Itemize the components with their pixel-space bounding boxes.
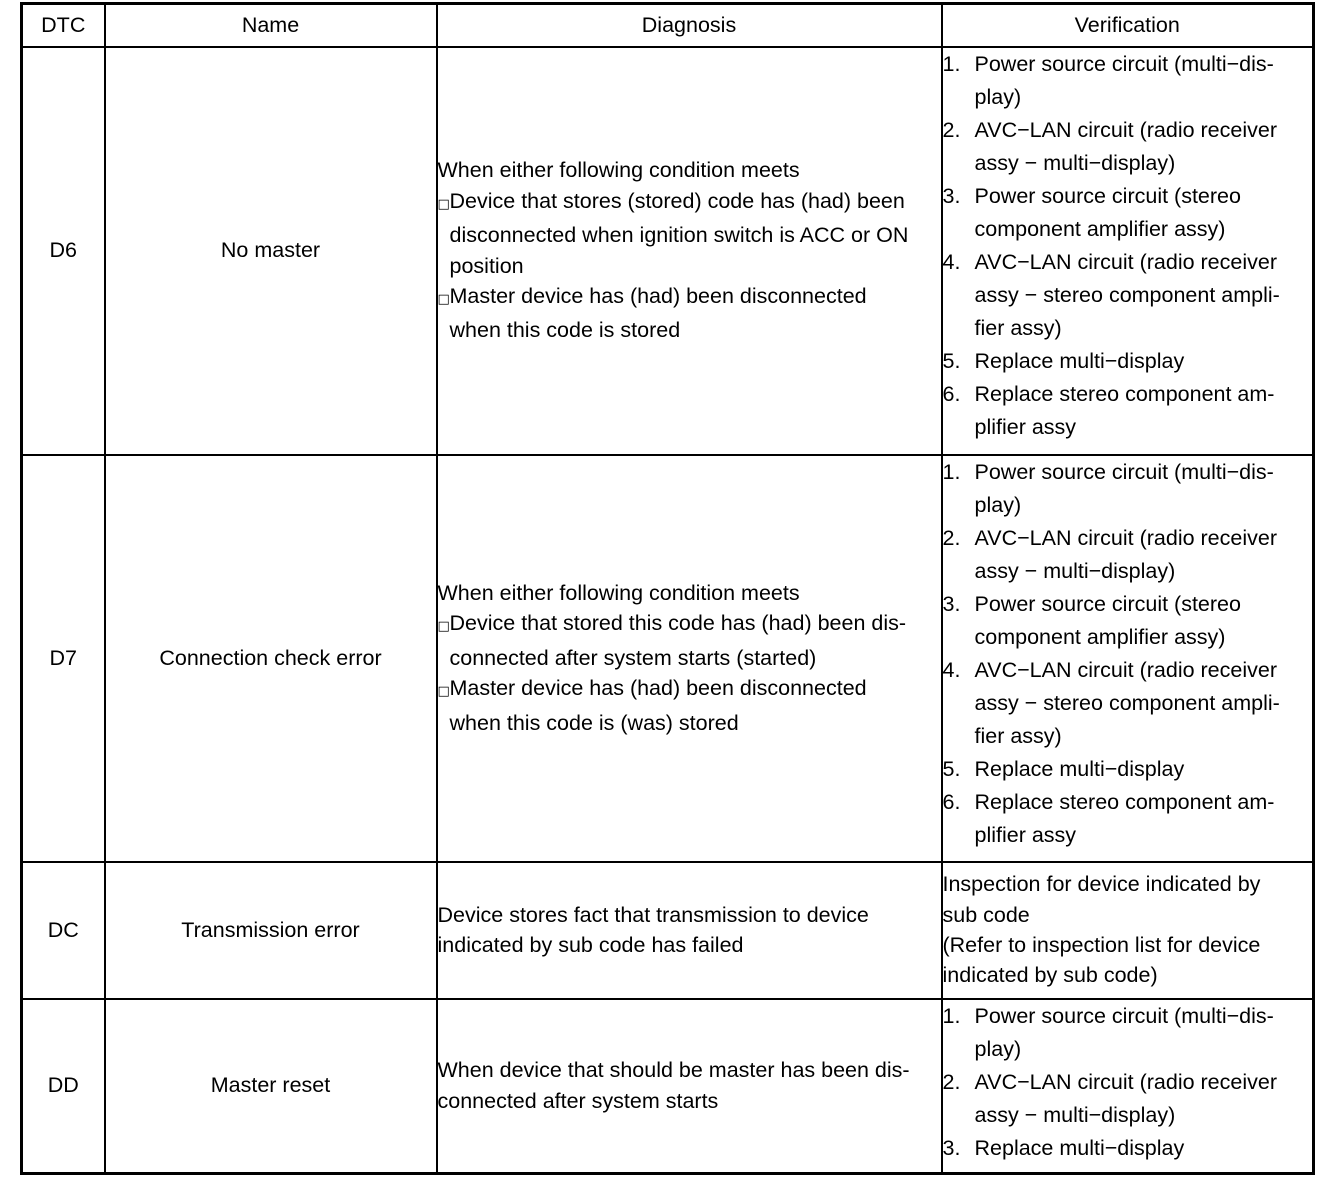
diagnosis-cell bbox=[437, 862, 942, 999]
step-text: AVC−LAN circuit (radio receiver assy − multi−display) bbox=[974, 1069, 1277, 1127]
step-text: Replace multi−display bbox=[974, 348, 1185, 373]
verification-step bbox=[943, 180, 1313, 246]
diagnosis-cell bbox=[437, 455, 942, 862]
step-text: AVC−LAN circuit (radio receiver assy − stereo component ampli- fier assy) bbox=[974, 249, 1280, 340]
verification-cell bbox=[942, 47, 1314, 455]
step-number: 1. bbox=[942, 459, 961, 484]
square-bullet-icon: □ bbox=[437, 619, 450, 635]
verification-cell bbox=[942, 455, 1314, 862]
step-number: 1. bbox=[942, 1003, 961, 1028]
dtc-code: D7 bbox=[22, 455, 105, 862]
dtc-code: DC bbox=[22, 862, 105, 999]
step-text: Power source circuit (multi−dis- play) bbox=[974, 459, 1274, 517]
step-text: Power source circuit (multi−dis- play) bbox=[974, 51, 1274, 109]
condition-item bbox=[438, 281, 941, 346]
step-number: 1. bbox=[942, 51, 961, 76]
step-text: Power source circuit (multi−dis- play) bbox=[974, 1003, 1274, 1061]
verification-step bbox=[943, 786, 1313, 852]
diagnosis-intro: When either following condition meets bbox=[437, 580, 800, 605]
verification-cell: Inspection for device indicated by sub code (Refer to inspection list for device indicated by sub code) bbox=[942, 862, 1314, 999]
step-text: AVC−LAN circuit (radio receiver assy − multi−display) bbox=[974, 117, 1277, 175]
header-dtc: DTC bbox=[22, 4, 105, 47]
table-row bbox=[22, 862, 1314, 999]
step-number: 4. bbox=[942, 657, 961, 682]
square-bullet-icon: □ bbox=[437, 291, 450, 307]
verification-step bbox=[943, 522, 1313, 588]
condition-item bbox=[438, 608, 941, 673]
condition-item bbox=[438, 186, 941, 281]
step-text: Replace stereo component am- plifier assy bbox=[974, 381, 1275, 439]
square-bullet-icon: □ bbox=[437, 684, 450, 700]
step-number: 6. bbox=[942, 789, 961, 814]
diagnosis-intro: When either following condition meets bbox=[437, 158, 800, 183]
step-number: 6. bbox=[942, 381, 961, 406]
header-diagnosis: Diagnosis bbox=[437, 4, 942, 47]
diagnosis-text: Device stores fact that transmission to device indicated by sub code has failed bbox=[437, 902, 869, 957]
dtc-table bbox=[20, 2, 1315, 1175]
step-number: 2. bbox=[942, 117, 961, 142]
step-text: AVC−LAN circuit (radio receiver assy − multi−display) bbox=[974, 525, 1277, 583]
condition-text: Device that stored this code has (had) been dis- connected after system starts (started) bbox=[449, 611, 907, 670]
step-number: 2. bbox=[942, 525, 961, 550]
dtc-name: Connection check error bbox=[105, 455, 437, 862]
step-text: Replace stereo component am- plifier assy bbox=[974, 789, 1275, 847]
condition-item bbox=[438, 673, 941, 738]
dtc-name: Transmission error bbox=[105, 862, 437, 999]
step-number: 3. bbox=[942, 1135, 961, 1160]
header-name: Name bbox=[105, 4, 437, 47]
condition-text: Master device has (had) been disconnected when this code is stored bbox=[449, 283, 867, 343]
step-text: Power source circuit (stereo component amplifier assy) bbox=[974, 183, 1241, 241]
table-row bbox=[22, 47, 1314, 455]
step-number: 3. bbox=[942, 591, 961, 616]
step-number: 3. bbox=[942, 183, 961, 208]
step-text: Power source circuit (stereo component amplifier assy) bbox=[974, 591, 1241, 649]
condition-text: Device that stores (stored) code has (had) been disconnected when ignition switch is ACC or ON position bbox=[449, 188, 909, 278]
step-text: AVC−LAN circuit (radio receiver assy − stereo component ampli- fier assy) bbox=[974, 657, 1280, 748]
verification-step bbox=[943, 1000, 1313, 1066]
verification-step bbox=[943, 654, 1313, 753]
square-bullet-icon: □ bbox=[437, 196, 450, 212]
diagnosis-cell bbox=[437, 999, 942, 1174]
verification-step bbox=[943, 588, 1313, 654]
verification-step bbox=[943, 114, 1313, 180]
verification-step bbox=[943, 378, 1313, 444]
dtc-name: No master bbox=[105, 47, 437, 455]
step-number: 2. bbox=[942, 1069, 961, 1094]
condition-text: Master device has (had) been disconnected when this code is (was) stored bbox=[449, 676, 867, 735]
diagnosis-text: When device that should be master has been dis- connected after system starts bbox=[437, 1058, 910, 1113]
step-number: 5. bbox=[942, 348, 961, 373]
verification-step bbox=[943, 753, 1313, 786]
verification-cell bbox=[942, 999, 1314, 1174]
verification-step bbox=[943, 345, 1313, 378]
dtc-code: DD bbox=[22, 999, 105, 1174]
dtc-name: Master reset bbox=[105, 999, 437, 1174]
header-row bbox=[22, 4, 1314, 47]
verification-step bbox=[943, 456, 1313, 522]
step-text: Replace multi−display bbox=[974, 1135, 1185, 1160]
diagnosis-cell bbox=[437, 47, 942, 455]
step-text: Replace multi−display bbox=[974, 756, 1185, 781]
verification-step bbox=[943, 1132, 1313, 1165]
table-row bbox=[22, 455, 1314, 862]
dtc-code: D6 bbox=[22, 47, 105, 455]
table-row bbox=[22, 999, 1314, 1174]
step-number: 5. bbox=[942, 756, 961, 781]
step-number: 4. bbox=[942, 249, 961, 274]
verification-step bbox=[943, 246, 1313, 345]
verification-step bbox=[943, 48, 1313, 114]
verification-step bbox=[943, 1066, 1313, 1132]
header-verification: Verification bbox=[942, 4, 1314, 47]
